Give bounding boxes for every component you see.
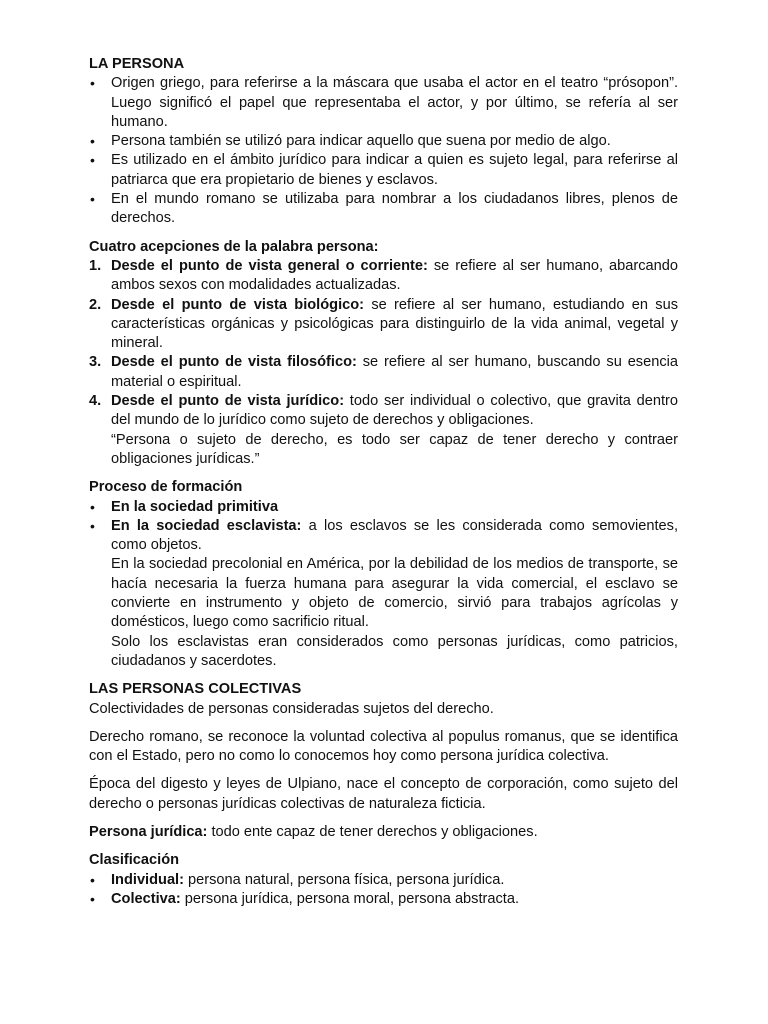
list-item: • Individual: persona natural, persona física, persona jurídica. (89, 871, 678, 890)
proceso-list (89, 498, 678, 672)
section-title-la-persona: LA PERSONA (89, 56, 185, 72)
bullet-icon: • (90, 133, 95, 150)
acepciones-list (89, 257, 678, 469)
bullet-icon: • (90, 498, 95, 515)
bullet-icon: • (90, 75, 95, 92)
bullet-icon: • (90, 152, 95, 169)
list-item: • En la sociedad primitiva (89, 498, 678, 517)
list-item: 4. Desde el punto de vista jurídico: todo ser individual o colectivo, que gravita dentro del mundo de lo jurídico como sujeto de derechos y obligaciones. “Persona o sujeto de derecho, es todo ser capaz de tener derecho y contraer obligaciones jurídicas.” (89, 392, 678, 469)
bullet-icon: • (90, 517, 95, 534)
list-item: • En la sociedad esclavista: a los esclavos se les considerada como semovientes, como objetos. En la sociedad precolonial en América, por la debilidad de los medios de transporte, se hacía necesaria la fuerza humana para asegurar la vida comercial, el esclavo se convierte en instrumento y objeto de comercio, sirvió para trabajos agrícolas y domésticos, luego como sacrificio ritual. Solo los esclavistas eran considerados como personas jurídicas, como patricios, ciudadanos y sacerdotes. (89, 517, 678, 671)
quote: “Persona o sujeto de derecho, es todo ser capaz de tener derecho y contraer obligaciones jurídicas.” (111, 431, 678, 467)
bullet-icon: • (90, 871, 95, 888)
list-item: 1. Desde el punto de vista general o corriente: se refiere al ser humano, abarcando ambos sexos con modalidades actualizadas. (89, 257, 678, 294)
list-item: • Origen griego, para referirse a la máscara que usaba el actor en el teatro “prósopon”. Luego significó el papel que representaba el actor, y por último, se refería al ser humano. (90, 75, 678, 130)
section-title-proceso: Proceso de formación (89, 479, 243, 496)
document-page (89, 55, 678, 909)
list-item: • Es utilizado en el ámbito jurídico para indicar a quien es sujeto legal, para referirse al patriarca que era propietario de bienes y esclavos. (90, 152, 678, 188)
paragraph: Derecho romano, se reconoce la voluntad colectiva al populus romanus, que se identifica con el Estado, pero no como lo conocemos hoy como persona jurídica colectiva. (89, 728, 678, 765)
section-title-personas-colectivas: LAS PERSONAS COLECTIVAS (89, 681, 302, 698)
list-item: 2. Desde el punto de vista biológico: se refiere al ser humano, estudiando en sus características orgánicas y psicológicas para distinguirlo de la vida animal, vegetal y mineral. (89, 296, 678, 352)
paragraph: En la sociedad precolonial en América, por la debilidad de los medios de transporte, se hacía necesaria la fuerza humana para asegurar la vida comercial, el esclavo se convierte en instrumento y objeto de comercio, sirvió para trabajos agrícolas y domésticos, luego como sacrificio ritual. (111, 556, 678, 631)
list-item: • En el mundo romano se utilizaba para nombrar a los ciudadanos libres, plenos de derechos. (90, 191, 678, 227)
bullet-icon: • (90, 191, 95, 208)
section-title-acepciones: Cuatro acepciones de la palabra persona: (89, 238, 379, 255)
list-item: • Persona también se utilizó para indicar aquello que suena por medio de algo. (89, 132, 678, 151)
list-item: • Colectiva: persona jurídica, persona moral, persona abstracta. (89, 890, 678, 909)
list-item: 3. Desde el punto de vista filosófico: se refiere al ser humano, buscando su esencia material o espiritual. (89, 354, 678, 390)
clasificacion-list (89, 871, 678, 910)
section-title-clasificacion: Clasificación (89, 852, 180, 869)
paragraph: Solo los esclavistas eran considerados como personas jurídicas, como patricios, ciudadanos y sacerdotes. (111, 633, 678, 669)
la-persona-list (89, 74, 678, 228)
paragraph: Colectividades de personas consideradas sujetos del derecho. (89, 700, 494, 717)
bullet-icon: • (90, 890, 95, 907)
paragraph: Época del digesto y leyes de Ulpiano, nace el concepto de corporación, como sujeto del derecho o personas jurídicas colectivas de naturaleza ficticia. (89, 776, 678, 812)
paragraph: Persona jurídica: todo ente capaz de tener derechos y obligaciones. (89, 823, 538, 840)
